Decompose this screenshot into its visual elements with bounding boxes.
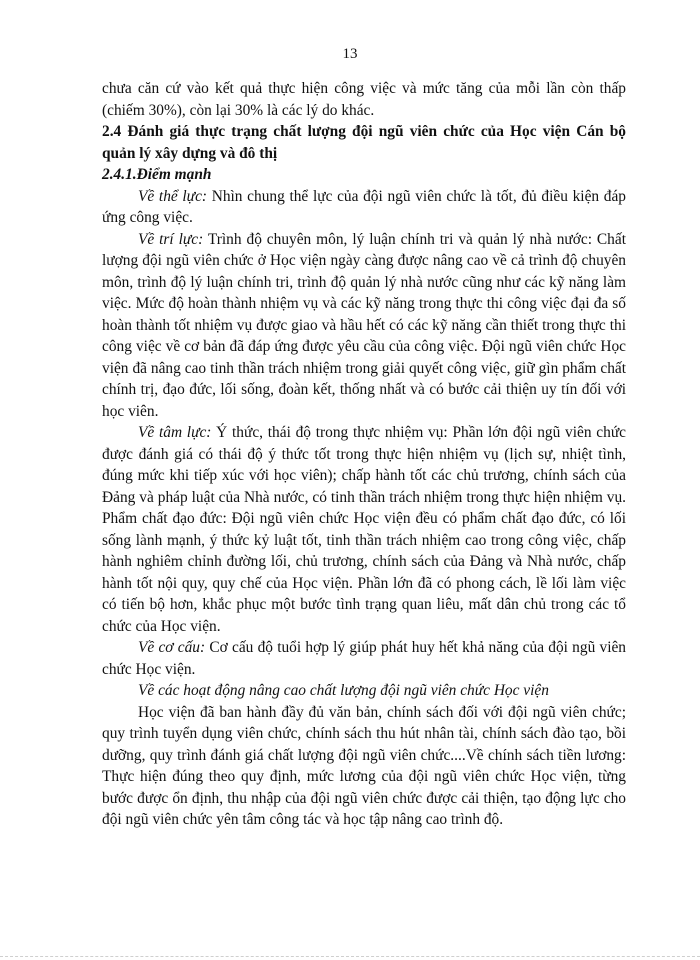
document-body [102, 78, 626, 831]
subsection-heading: 2.4.1.Điểm mạnh [102, 166, 212, 183]
paragraph-text: Ý thức, thái độ trong thực nhiệm vụ: Phần lớn đội ngũ viên chức được đánh giá có thái độ ý thức tốt trong thực hiện nhiệm vụ (lịch sự, nhiệt tình, đúng mức khi tiếp xúc với học viên); chấp hành tốt các chủ trương, chính sách của Đảng và pháp luật của Nhà nước, có tinh thần trách nhiệm trong thực hiện nhiệm vụ. Phẩm chất đạo đức: Đội ngũ viên chức Học viện đều có phẩm chất đạo đức, có lối sống lành mạnh, ý thức kỷ luật tốt, tinh thần trách nhiệm cao trong công việc, chấp hành nghiêm chỉnh đường lối, chủ trương, chính sách của Đảng và Nhà nước, chấp hành tốt nội quy, quy chế của Học viện. Phần lớn đã có phong cách, lề lối làm việc có tiến bộ hơn, khắc phục một bước tình trạng quan liêu, mất dân chủ trong các tổ chức của Học viện. [102, 424, 626, 635]
page-number: 13 [342, 46, 358, 62]
section-heading: 2.4 Đánh giá thực trạng chất lượng đội ngũ viên chức của Học viện Cán bộ quản lý xây dựng và đô thị [102, 123, 626, 162]
paragraph-text: Nhìn chung thể lực của đội ngũ viên chức là tốt, đủ điều kiện đáp ứng công việc. [102, 187, 626, 226]
paragraph-lead: Về trí lực: [138, 230, 204, 248]
intellect-paragraph [102, 229, 626, 423]
page-bottom-rule [0, 956, 700, 957]
activities-paragraph: Học viện đã ban hành đầy đủ văn bản, chính sách đối với đội ngũ viên chức; quy trình tuyển dụng viên chức, chính sách thu hút nhân tài, chính sách đào tạo, bồi dưỡng, quy trình đánh giá chất lượng đội ngũ viên chức....Về chính sách tiền lương: Thực hiện đúng theo quy định, mức lương của đội ngũ viên chức Học viện, từng bước được ổn định, thu nhập của đội ngũ viên chức được cải thiện, tạo động lực cho đội ngũ viên chức yên tâm công tác và học tập nâng cao trình độ. [102, 703, 626, 828]
activities-heading: Về các hoạt động nâng cao chất lượng đội ngũ viên chức Học viện [138, 682, 549, 699]
structure-paragraph [102, 637, 626, 680]
paragraph-lead: Về cơ cấu: [138, 639, 206, 656]
paragraph-lead: Về tâm lực: [138, 424, 212, 441]
physical-strength-paragraph [102, 186, 626, 229]
paragraph-text: Trình độ chuyên môn, lý luận chính tri và quản lý nhà nước: Chất lượng đội ngũ viên chức ở Học viện ngày càng được nâng cao về cả trình độ chuyên môn, trình độ lý luận chính tri, trình độ quản lý nhà nước cũng như các kỹ năng làm việc. Mức độ hoàn thành nhiệm vụ và các kỹ năng trong thực thi công việc đại đa số hoàn thành tốt nhiệm vụ được giao và hầu hết có các kỹ năng cần thiết trong thực thi công việc về cơ bản đã đáp ứng được yêu cầu của công việc. Đội ngũ viên chức Học viện đã nâng cao tinh thần trách nhiệm trong giải quyết công việc, giữ gìn phẩm chất chính trị, đạo đức, lối sống, đoàn kết, thống nhất và có bước cải thiện uy tín đối với học viên. [102, 230, 626, 420]
paragraph-text: Cơ cấu độ tuổi hợp lý giúp phát huy hết khả năng của đội ngũ viên chức Học viện. [102, 639, 626, 678]
paragraph-lead: Về thể lực: [138, 187, 208, 205]
mentality-paragraph [102, 422, 626, 637]
intro-paragraph: chưa căn cứ vào kết quả thực hiện công việc và mức tăng của mỗi lần còn thấp (chiếm 30%), còn lại 30% là các lý do khác. [102, 80, 626, 119]
